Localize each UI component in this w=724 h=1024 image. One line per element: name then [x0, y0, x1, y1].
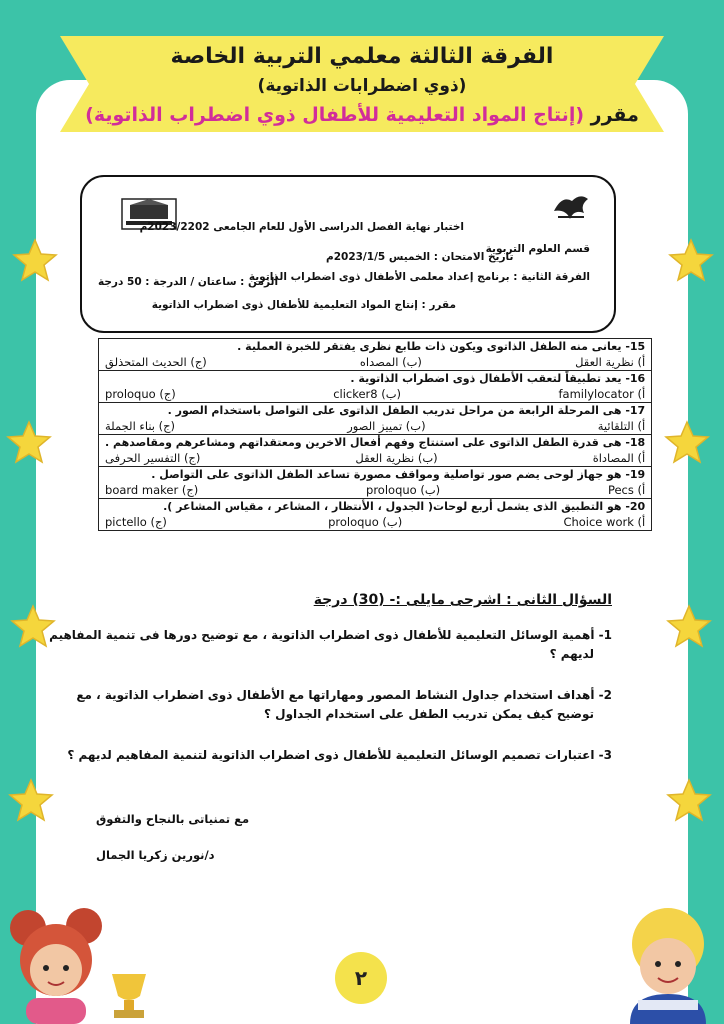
department-label: قسم العلوم التربوية: [485, 243, 590, 255]
option-c: (ج) بناء الجملة: [105, 418, 176, 433]
question-text: 18- هى قدرة الطفل الذاتوى على استنتاج وفهم أفعال الاخرين ومعتقداتهم ومشاعرهم ومقاصدهم .: [105, 436, 646, 449]
banner-line-1: الفرقة الثالثة معلمي التربية الخاصة: [170, 44, 554, 69]
option-c: (ج) proloquo: [105, 386, 176, 401]
page-number: ٢: [335, 952, 387, 1004]
option-a: أ) المصاداة: [592, 450, 646, 465]
banner-line-2: (ذوي اضطرابات الذاتوية): [257, 76, 467, 96]
star-icon: [8, 778, 54, 822]
course-name: مقرر : إنتاج المواد التعليمية للأطفال ذوى اضطراب الذاتوية: [151, 299, 456, 311]
essay-question-2-cont: توضيح كيف يمكن تدريب الطفل على استخدام الجداول ؟: [264, 707, 594, 721]
option-c: (ج) board maker: [105, 482, 199, 497]
question-text: 15- يعانى منه الطفل الذاتوى ويكون ذات طابع نظرى يفتقر للخبرة العملية .: [237, 340, 646, 353]
star-icon: [666, 604, 712, 648]
star-icon: [6, 420, 52, 464]
signature: د/نورين زكريا الجمال: [96, 848, 215, 862]
option-a: أ) Pecs: [607, 482, 646, 497]
time-and-marks: الزمن : ساعتان / الدرجة : 50 درجة: [98, 276, 279, 288]
exam-date: تاريخ الامتحان : الخميس 2023/1/5م: [326, 251, 514, 263]
section2-title: السؤال الثانى : اشرحى مايلى :- (30) درجة: [313, 592, 612, 608]
option-c: (ج) pictello: [105, 514, 167, 529]
question-text: 20- هو التطبيق الذى يشمل أربع لوحات( الجدول ، الأنتظار ، المشاعر ، مقياس المشاعر ).: [163, 500, 646, 513]
question-row: [99, 467, 652, 499]
star-icon: [668, 238, 714, 282]
exam-header-box: [80, 175, 616, 333]
course-label: مقرر: [590, 104, 639, 126]
banner-line-3: [80, 104, 644, 126]
essay-question-1: 1- أهمية الوسائل التعليمية للأطفال ذوى اضطراب الذاتوية ، مع توضيح دورها فى تنمية المفاهيم: [49, 628, 612, 642]
option-b: (ب) proloquo: [366, 482, 441, 497]
essay-question-1-cont: لديهم ؟: [549, 647, 594, 661]
question-row: [99, 435, 652, 467]
exam-title: اختبار نهاية الفصل الدراسى الأول للعام الجامعى 2023/2202م: [139, 221, 464, 233]
option-c: (ج) التفسير الحرفى: [105, 450, 201, 465]
question-row: [99, 371, 652, 403]
star-icon: [664, 420, 710, 464]
option-a: أ) Choice work: [563, 514, 646, 529]
option-a: أ) نظرية العقل: [575, 354, 646, 369]
star-icon: [10, 604, 56, 648]
essay-question-3: 3- اعتبارات تصميم الوسائل التعليمية للأطفال ذوى اضطراب الذاتوية لتنمية المفاهيم لديهم ؟: [67, 748, 612, 762]
boy-illustration: [610, 904, 724, 1024]
option-a: أ) التلقائية: [597, 418, 646, 433]
option-c: (ج) الحديث المتحذلق: [105, 354, 207, 369]
girl-with-trophy-illustration: [0, 900, 160, 1024]
option-b: (ب) تمييز الصور: [347, 418, 426, 433]
question-text: 17- هى المرحلة الرابعة من مراحل تدريب الطفل الذاتوى على التواصل باستخدام الصور .: [167, 404, 646, 417]
question-text: 16- يعد تطبيقاً لتعقب الأطفال ذوى اضطراب الذاتوية .: [350, 372, 646, 385]
question-row: [99, 499, 652, 531]
star-icon: [666, 778, 712, 822]
question-row: [99, 339, 652, 371]
question-row: [99, 403, 652, 435]
option-b: (ب) المصداه: [359, 354, 422, 369]
essay-question-2: 2- أهداف استخدام جداول النشاط المصور ومهاراتها مع الأطفال ذوى اضطراب الذاتوية ، مع: [76, 688, 612, 702]
grade-program: الفرقة الثانية : برنامج إعداد معلمى الأطفال ذوى اضطراب الذاتوية: [248, 271, 590, 283]
star-icon: [12, 238, 58, 282]
option-a: أ) familylocator: [558, 386, 646, 401]
course-title: (إنتاج المواد التعليمية للأطفال ذوي اضطراب الذاتوية): [85, 104, 585, 126]
closing-wish: مع تمنياتى بالنجاح والتفوق: [96, 812, 250, 826]
option-b: (ب) نظرية العقل: [355, 450, 438, 465]
option-b: (ب) clicker8: [333, 386, 402, 401]
question-text: 19- هو جهاز لوحى يضم صور تواصلية ومواقف مصورة تساعد الطفل الذاتوى على التواصل .: [151, 468, 646, 481]
mcq-table: [98, 338, 652, 531]
faculty-logo-icon: [550, 191, 590, 223]
option-b: (ب) proloquo: [328, 514, 403, 529]
